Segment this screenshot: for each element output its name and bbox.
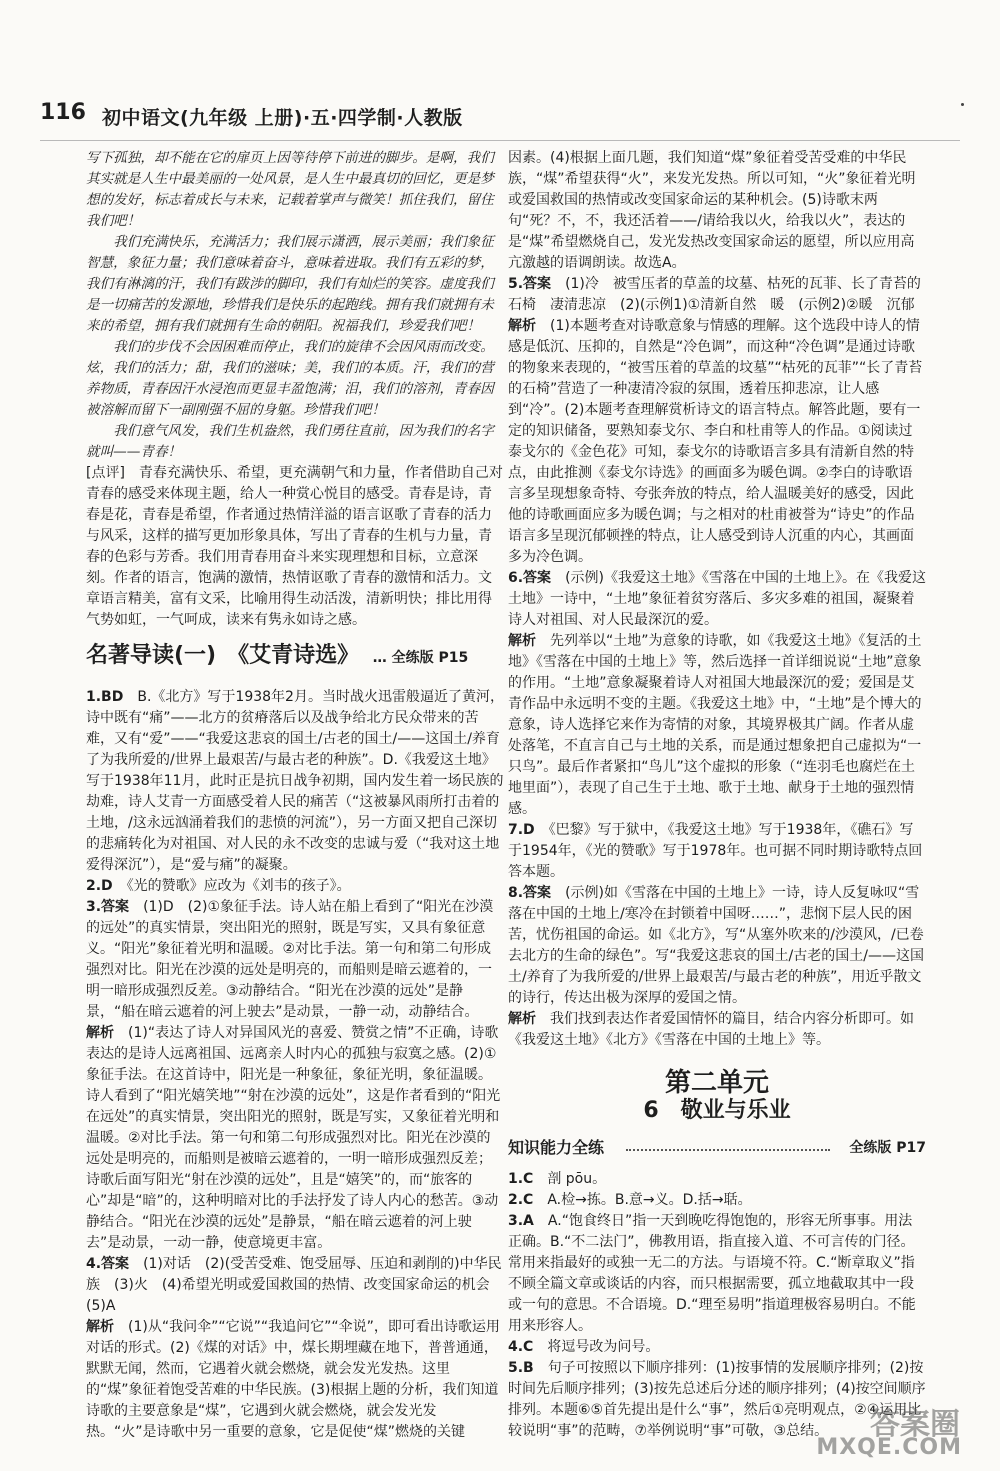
answer-item (508, 1211, 926, 1337)
item-number: 解析 (508, 1011, 536, 1027)
dotted-leader (626, 1149, 830, 1151)
item-number: 3.A (508, 1213, 534, 1229)
answer-item (508, 1190, 926, 1211)
practice-label: 知识能力全练 (508, 1138, 605, 1157)
lesson-heading (508, 1100, 926, 1121)
page-header (40, 98, 960, 138)
item-text: 《巴黎》写于狱中，《我爱这土地》写于1938年，《礁石》写于1954年，《光的赞歌》写于1978年。也可据不同时期诗歌特点回答本题。 (508, 822, 923, 880)
item-text: (1)“表达了诗人对异国风光的喜爱、赞赏之情”不正确，诗歌表达的是诗人远离祖国、远离亲人时内心的孤独与寂寞之感。(2)①象征手法。在这首诗中，阳光是一种象征，象征光明，象征温暖。诗人看到了“阳光嬉笑地”“射在沙漠的远处”，这是作者看到的“阳光在远处”的真实情景，突出阳光的照射，既是写实，又象征着光明和温暖。②对比手法。第一句和第二句形成强烈对比。阳光在沙漠的远处是明亮的，而船则是被暗云遮着的，一明一暗形成强烈反差；诗歌后面写阳光“射在沙漠的远处”，且是“嬉笑”的，而“旅客的心”却是“暗”的，这种明暗对比的手法抒发了诗人内心的愁苦。③动静结合。“阳光在沙漠的远处”是静景，“船在暗云遮着的河上驶去”是动景，一动一静，使意境更丰富。 (86, 1025, 501, 1251)
essay-paragraph: 写下孤独，却不能在它的扉页上因等待停下前进的脚步。是啊，我们其实就是人生中最美丽的一处风景，是人生中最真切的回忆，更是梦想的发好，标志着成长与未来，记载着掌声与微笑！抓住我们，留住我们吧！ (86, 150, 494, 229)
answer-item (86, 1254, 504, 1317)
item-text: 《光的赞歌》应改为《刘韦的孩子》。 (126, 878, 351, 894)
item-number: 解析 (508, 633, 536, 649)
item-number: 解析 (86, 1025, 114, 1041)
answer-item (508, 316, 926, 568)
answer-item (508, 1337, 926, 1358)
answer-item (508, 1009, 926, 1051)
item-number: 解析 (86, 1319, 114, 1335)
item-number: 4.答案 (86, 1256, 130, 1272)
page-number: 116 (40, 100, 86, 125)
answer-item (508, 883, 926, 1009)
item-text: (示例)如《雪落在中国的土地上》一诗，诗人反复咏叹“雪落在中国的土地上/寒冷在封锁着中国呀……”，悲悯下层人民的困苦，忧伤祖国的命运。如《北方》，写“从塞外吹来的/沙漠风，/已卷去北方的生命的绿色”。写“我爱这悲哀的国土/古老的国土/——这国土/养育了为我所爱的/世界上最艰苦/与最古老的种族”，用近乎散文的诗行，传达出极为深厚的爱国之情。 (508, 885, 924, 1006)
site-watermark (800, 1399, 970, 1461)
watermark-text: 答案圈 (870, 1407, 960, 1442)
unit-title: 第二单元 (664, 1068, 769, 1098)
item-text: 我们找到表达作者爱国情怀的篇目，结合内容分析即可。如《我爱这土地》《北方》《雪落在中国的土地上》等。 (508, 1011, 914, 1048)
practice-ref: 全练版 P17 (849, 1140, 926, 1156)
essay-paragraph: 我们意气风发，我们生机盎然，我们勇往直前，因为我们的名字就叫——青春！ (86, 423, 494, 460)
answer-item (508, 820, 926, 883)
section-title: 名著导读(一) 《艾青诗选》 (86, 643, 360, 668)
item-number: 2.D (86, 878, 113, 894)
essay-comment: [点评] 青春充满快乐、希望，更充满朝气和力量，作者借助自己对青春的感受来体现主题，给人一种赏心悦目的感受。青春是诗，青春是花，青春是希望，作者通过热情洋溢的语言讴歌了青春的活力与风采，这样的描写更加形象具体，写出了青春的生机与力量，青春的色彩与芳香。我们用青春用奋斗来实现理想和目标，立意深刻。作者的语言，饱满的激情，热情讴歌了青春的激情和活力。文章语言精美，富有文采，比喻用得生动活泼，清新明快；排比用得气势如虹，一气呵成，读来有隽永如诗之感。 (86, 465, 503, 628)
practice-bar (508, 1137, 926, 1163)
item-text: A.检→拣。B.意→义。D.括→聒。 (547, 1192, 752, 1208)
item-number: 解析 (508, 318, 536, 334)
section-heading (86, 645, 504, 675)
item-number: 5.答案 (508, 276, 552, 292)
corner-dot (961, 103, 964, 106)
right-column (508, 148, 926, 1442)
item-number: 7.D (508, 822, 535, 838)
item-text: (1)从“我问伞”“它说”“我追问它”“伞说”，即可看出诗歌运用对话的形式。(2)《煤的对话》中，煤长期埋藏在地下，普普通通，默默无闻，然而，它遇着火就会燃烧，就会发光发热。这里的“煤”象征着饱受苦难的中华民族。(3)根据上题的分析，我们知道诗歌的主要意象是“煤”，它遇到火就会燃烧，就会发光发热。“火”是诗歌中另一重要的意象，它是促使“煤”燃烧的关键 (86, 1319, 500, 1440)
item-text: (示例)《我爱这土地》《雪落在中国的土地上》。在《我爱这土地》一诗中，“土地”象征着贫穷落后、多灾多难的祖国，凝聚着诗人对祖国、对人民最深沉的爱。 (508, 570, 926, 628)
answer-item (86, 876, 504, 897)
item-text: (1)本题考查对诗歌意象与情感的理解。这个选段中诗人的情感是低沉、压抑的，自然是“冷色调”，而这种“冷色调”是通过诗歌的物象来表现的，“被雪压着的草盖的坟墓”“枯死的瓦菲”“长了青苔的石椅”营造了一种凄清冷寂的氛围，透着压抑悲凉，让人感到“冷”。(2)本题考查理解赏析诗文的语言特点。解答此题，要有一定的知识储备，要熟知泰戈尔、李白和杜甫等人的作品。①阅读过泰戈尔的《金色花》可知，泰戈尔的诗歌语言多具有清新自然的特点，由此推测《泰戈尔诗选》的画面多为暖色调。②李白的诗歌语言多呈现想象奇特、夸张奔放的特点，给人温暖美好的感受，因此他的诗歌画面应多为暖色调；与之相对的杜甫被誉为“诗史”的作品语言多呈现沉郁顿挫的特点，让人感受到诗人沉重的内心，其画面多为冷色调。 (508, 318, 923, 565)
item-number: 1.BD (86, 689, 124, 705)
book-title: 初中语文(九年级 上册)·五·四学制·人教版 (102, 107, 463, 129)
item-number: 4.C (508, 1339, 534, 1355)
item-text: 剖 pōu。 (547, 1171, 607, 1187)
answer-item (86, 1317, 504, 1443)
item-text: 将逗号改为问号。 (547, 1339, 660, 1355)
lesson-number: 6 (643, 1098, 659, 1123)
item-number: 5.B (508, 1360, 534, 1376)
answer-item (508, 568, 926, 631)
item-number: 2.C (508, 1192, 534, 1208)
left-column (86, 148, 504, 1443)
essay-excerpt (86, 148, 504, 463)
item-text: (1)对话 (2)(受苦受难、饱受屈辱、压迫和剥削的)中华民族 (3)火 (4)希望光明或爱国救国的热情、改变国家命运的机会 (5)A (86, 1256, 504, 1314)
item-text: (1)冷 被雪压者的草盖的坟墓、枯死的瓦菲、长了青苔的石椅 凄清悲凉 (2)(示例1)①清新自然 暖 (示例2)②暖 沉郁 (508, 276, 921, 313)
answer-item (86, 897, 504, 1023)
answer-item (508, 1169, 926, 1190)
item-text: B.《北方》写于1938年2月。当时战火迅雷般逼近了黄河，诗中既有“痛”——北方的贫瘠落后以及战争给北方民众带来的苦难，又有“爱”——“我爱这悲哀的国土/古老的国土/——这国土/养育了为我所爱的/世界上最艰苦/与最古老的种族”。D.《我爱这土地》写于1938年11月，此时正是抗日战争初期，国内发生着一场民族的劫难，诗人艾青一方面感受着人民的痛苦（“这被暴风雨所打击着的土地，/这永远汹涌着我们的悲愤的河流”），另一方面又把自己深切的悲痛转化为对祖国、对人民的永不改变的忠诚与爱（“我对这土地爱得深沉”），是“爱与痛”的凝聚。 (86, 689, 504, 873)
answer-item (508, 631, 926, 820)
section-ref: … 全练版 P15 (372, 650, 469, 666)
item-number: 1.C (508, 1171, 534, 1187)
answer-item (86, 687, 504, 876)
essay-paragraph: 我们充满快乐，充满活力；我们展示潇洒，展示美丽；我们象征智慧，象征力量；我们意味着奋斗，意味着进取。我们有五彩的梦，我们有淋漓的汗，我们有跋涉的脚印，我们有灿烂的笑容。虚度我们是一切痛苦的发源地，珍惜我们是快乐的起跑线。拥有我们就拥有未来的希望，拥有我们就拥有生命的朝阳。祝福我们，珍爱我们吧！ (86, 234, 494, 334)
lesson-title: 敬业与乐业 (680, 1098, 791, 1123)
essay-paragraph: 我们的步伐不会因困难而停止，我们的旋律不会因风雨而改变。炫，我们的活力；甜，我们的滋味；美，我们的本质。汗，我们的营养物质，青春因汗水浸泡而更显丰盈饱满；泪，我们的溶剂，青春因被溶解而留下一副刚强不屈的身躯。珍惜我们吧！ (86, 339, 494, 418)
item-text: 句子可按照以下顺序排列：(1)按事情的发展顺序排列；(2)按时间先后顺序排列；(3)按先总述后分述的顺序排列；(4)按空间顺序排列。本题⑥⑤首先提出是什么“事”，然后①亮明观点，②④运用比较说明“事”的范畴，⑦举例说明“事”可敬，③总结。 (508, 1360, 926, 1439)
item-text: A.“饱食终日”指一天到晚吃得饱饱的，形容无所事事。用法正确。B.“不二法门”，佛教用语，指直接入道、不可言传的门径。常用来指最好的或独一无二的方法。与语境不符。C.“断章取义”指不顾全篇文章或谈话的内容，而只根据需要，孤立地截取其中一段或一句的意思。不合语境。D.“理至易明”指道理极容易明白。不能用来形容人。 (508, 1213, 916, 1334)
watermark-url: MXQE.COM (816, 1435, 962, 1460)
item-text: (1)D (2)①象征手法。诗人站在船上看到了“阳光在沙漠的远处”的真实情景，突出阳光的照射，既是写实，又具有象征意义。“阳光”象征着光明和温暖。②对比手法。第一句和第二句形成强烈对比。阳光在沙漠的远处是明亮的，而船则是暗云遮着的，一明一暗形成强烈反差。③动静结合。“阳光在沙漠的远处”是静景，“船在暗云遮着的河上驶去”是动景，一静一动，动静结合。 (86, 899, 494, 1020)
answer-item (508, 274, 926, 316)
answer-item (86, 1023, 504, 1254)
item-number: 6.答案 (508, 570, 552, 586)
item-number: 8.答案 (508, 885, 552, 901)
header-divider (40, 140, 960, 141)
continued-text: 因素。(4)根据上面几题，我们知道“煤”象征着受苦受难的中华民族，“煤”希望获得“火”，来发光发热。所以可知，“火”象征着光明或爱国救国的热情或改变国家命运的某种机会。(5)诗歌末两句“死？不，不，我还活着——/请给我以火，给我以火”，表达的是“煤”希望燃烧自己，发光发热改变国家命运的愿望，所以应用高亢激越的语调朗读。故选A。 (508, 150, 916, 271)
item-text: 先列举以“土地”为意象的诗歌，如《我爱这土地》《复活的土地》《雪落在中国的土地上》等，然后选择一首详细说说“土地”意象的作用。“土地”意象凝聚着诗人对祖国大地最深沉的爱；爱国是艾青作品中永远明不变的主题。《我爱这土地》中，“土地”是个博大的意象，诗人选择它来作为寄情的对象，其境界极其广阔。作者从虚处落笔，不直言自己与土地的关系，而是通过想象把自己虚拟为“一只鸟”。最后作者紧扣“鸟儿”这个虚拟的形象（“连羽毛也腐烂在土地里面”），表现了自己生于土地、歌于土地、献身于土地的强烈情感。 (508, 633, 922, 817)
item-number: 3.答案 (86, 899, 130, 915)
